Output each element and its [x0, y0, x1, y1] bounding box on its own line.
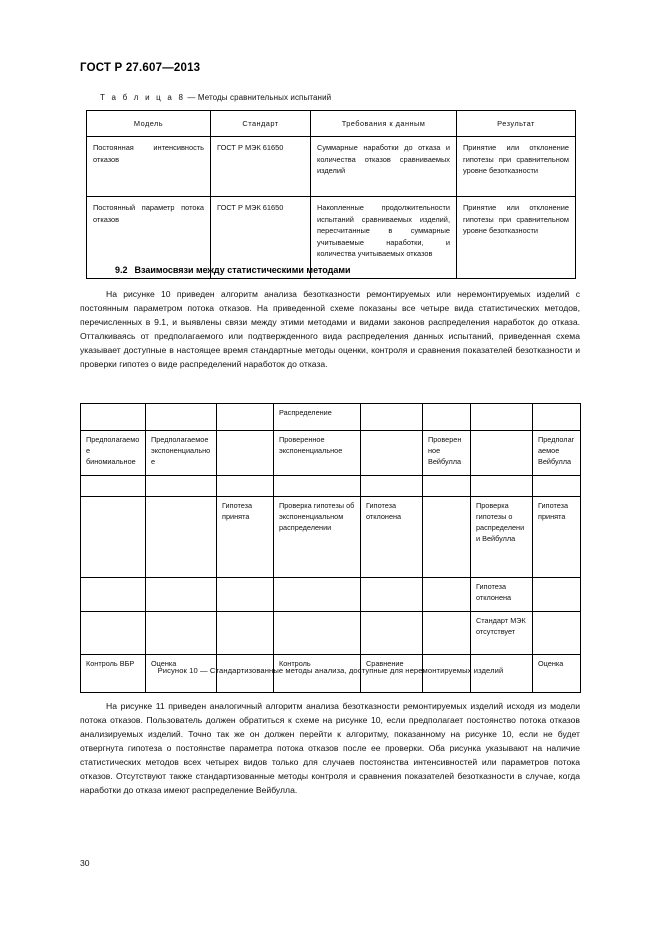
fig10-cell-4-0 — [81, 578, 146, 612]
fig10-cell-4-7 — [533, 578, 581, 612]
fig10-cell-0-1 — [146, 404, 217, 431]
fig10-cell-1-6 — [471, 431, 533, 476]
fig10-cell-1-1: Предполагаемое экспоненциальное — [146, 431, 217, 476]
fig10-cell-4-4 — [361, 578, 423, 612]
paragraph-2-text: На рисунке 11 приведен аналогичный алгоритм анализа безотказности ремонтируемых изделий исходя из модели потока отказов. Пользователь должен обратиться к схеме на рисунке 10, если предполагает постоянство потока отказов анализируемых изделий. Точно так же он должен перейти к алгоритму, показанному на рисунке 10, если не будет отвергнута гипотеза о постоянстве параметра потока отказов после ее проверки. Оба рисунка указывают на наличие статистических методов всех четырех видов только для случаев постоянства интенсивностей или параметров потока отказов. Отсутствуют также стандартизованные методы контроля и сравнения показателей безотказности в случае, когда наработки до отказа имеют распределение Вейбулла. — [80, 701, 580, 795]
fig10-cell-4-3 — [274, 578, 361, 612]
table8-cell-result: Принятие или отклонение гипотезы при сравнительном уровне безотказности — [457, 137, 576, 197]
fig10-cell-1-7: Предполагаемое Вейбулла — [533, 431, 581, 476]
fig10-cell-5-7 — [533, 612, 581, 655]
fig10-cell-0-2 — [217, 404, 274, 431]
fig10-cell-3-5 — [423, 497, 471, 578]
fig10-cell-0-0 — [81, 404, 146, 431]
fig10-cell-1-2 — [217, 431, 274, 476]
table8-cell-model: Постоянный параметр потока отказов — [87, 197, 211, 279]
table8-cell-requirements: Суммарные наработки до отказа и количества отказов сравниваемых изделий — [311, 137, 457, 197]
fig10-cell-4-6: Гипотеза отклонена — [471, 578, 533, 612]
table8-caption-label: Т а б л и ц а 8 — [100, 93, 186, 102]
table-row — [81, 476, 581, 497]
fig10-cell-0-6 — [471, 404, 533, 431]
table8-cell-standard: ГОСТ Р МЭК 61650 — [211, 197, 311, 279]
fig10-cell-2-3 — [274, 476, 361, 497]
table8-cell-result: Принятие или отклонение гипотезы при сравнительном уровне безотказности — [457, 197, 576, 279]
table8-caption-text: — Методы сравнительных испытаний — [185, 93, 332, 102]
section-number: 9.2 — [115, 265, 128, 275]
table-row — [81, 404, 581, 431]
fig10-cell-2-1 — [146, 476, 217, 497]
fig10-cell-4-5 — [423, 578, 471, 612]
fig10-cell-3-2: Гипотеза принята — [217, 497, 274, 578]
section-title: Взаимосвязи между статистическими методами — [134, 265, 351, 275]
fig10-cell-5-1 — [146, 612, 217, 655]
fig10-cell-0-4 — [361, 404, 423, 431]
fig10-cell-6-0: Контроль ВБР — [81, 655, 146, 693]
fig10-cell-6-4: Сравнение — [361, 655, 423, 693]
fig10-cell-2-7 — [533, 476, 581, 497]
standard-header: ГОСТ Р 27.607—2013 — [80, 62, 201, 74]
table8-header-model: Модель — [87, 111, 211, 137]
table-row — [81, 612, 581, 655]
table8-caption — [100, 93, 331, 102]
fig10-cell-0-3: Распределение — [274, 404, 361, 431]
table-row — [81, 431, 581, 476]
figure10-caption: Рисунок 10 — Стандартизованные методы анализа, доступные для неремонтируемых изделий — [157, 666, 504, 675]
fig10-cell-2-5 — [423, 476, 471, 497]
fig10-cell-3-1 — [146, 497, 217, 578]
table8-cell-standard: ГОСТ Р МЭК 61650 — [211, 137, 311, 197]
fig10-cell-5-0 — [81, 612, 146, 655]
fig10-cell-6-3: Контроль — [274, 655, 361, 693]
fig10-cell-2-4 — [361, 476, 423, 497]
table8-header-requirements: Требования к данным — [311, 111, 457, 137]
fig10-cell-1-5: Проверенное Вейбулла — [423, 431, 471, 476]
fig10-cell-1-0: Предполагаемое биномиальное — [81, 431, 146, 476]
fig10-cell-3-7: Гипотеза принята — [533, 497, 581, 578]
fig10-cell-4-1 — [146, 578, 217, 612]
body-paragraph-2 — [80, 700, 580, 797]
fig10-cell-1-3: Проверенное экспоненциальное — [274, 431, 361, 476]
fig10-cell-3-3: Проверка гипотезы об экспоненциальном распределении — [274, 497, 361, 578]
fig10-cell-5-2 — [217, 612, 274, 655]
fig10-cell-2-6 — [471, 476, 533, 497]
fig10-cell-6-7: Оценка — [533, 655, 581, 693]
table8 — [86, 110, 576, 279]
table8-header-result: Результат — [457, 111, 576, 137]
table8-header-standard: Стандарт — [211, 111, 311, 137]
fig10-cell-5-4 — [361, 612, 423, 655]
fig10-cell-3-6: Проверка гипотезы о распределении Вейбулла — [471, 497, 533, 578]
fig10-cell-6-1: Оценка — [146, 655, 217, 693]
table8-cell-model: Постоянная интенсивность отказов — [87, 137, 211, 197]
paragraph-1-text: На рисунке 10 приведен алгоритм анализа безотказности ремонтируемых или неремонтируемых изделий с постоянным параметром потока отказов. На приведенной схеме показаны все четыре вида статистических методов, перечисленных в 9.1, и выявлены связи между этими методами и видами законов распределения наработок до отказа. Отталкиваясь от предполагаемого или подтвержденного вида распределения данных испытаний, приведенная схема указывает доступные в настоящее время стандартные методы оценки, контроля и сравнения показателей безотказности и проверки гипотез о виде распределений наработок до отказа. — [80, 289, 580, 369]
body-paragraph-1 — [80, 288, 580, 372]
fig10-cell-5-3 — [274, 612, 361, 655]
page-number: 30 — [80, 858, 90, 868]
table8-cell-requirements: Накопленные продолжительности испытаний сравниваемых изделий, пересчитанные в суммарные учитываемые наработки, и количества учитываемых отказов — [311, 197, 457, 279]
fig10-cell-5-5 — [423, 612, 471, 655]
figure10-matrix — [80, 403, 581, 693]
fig10-cell-4-2 — [217, 578, 274, 612]
table-row — [81, 578, 581, 612]
fig10-cell-0-5 — [423, 404, 471, 431]
table-row — [81, 497, 581, 578]
fig10-cell-1-4 — [361, 431, 423, 476]
section-heading — [115, 265, 351, 275]
fig10-cell-5-6: Стандарт МЭК отсутствует — [471, 612, 533, 655]
fig10-cell-2-0 — [81, 476, 146, 497]
table8-header-row — [87, 111, 576, 137]
table-row — [87, 137, 576, 197]
fig10-cell-0-7 — [533, 404, 581, 431]
fig10-cell-2-2 — [217, 476, 274, 497]
fig10-cell-3-0 — [81, 497, 146, 578]
fig10-cell-3-4: Гипотеза отклонена — [361, 497, 423, 578]
